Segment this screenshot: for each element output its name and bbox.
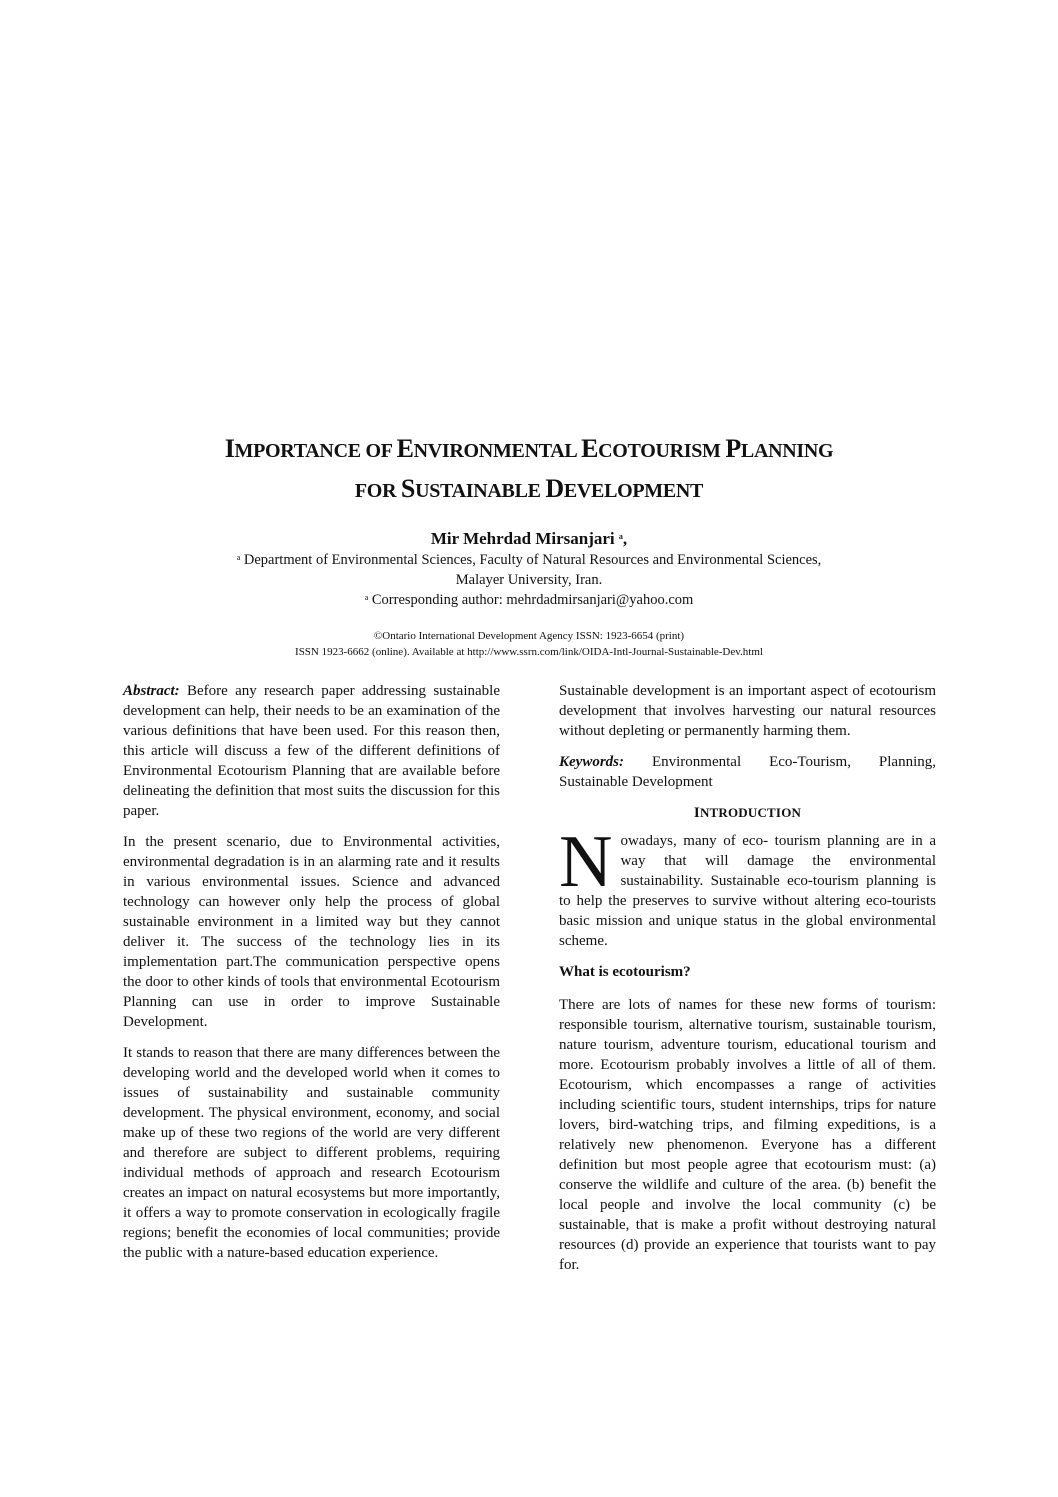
left-column	[123, 681, 500, 1274]
affiliation: $^a$ Department of Environmental Sciences, Faculty of Natural Resources and Environmental Sciences, Malayer University, Iran. $^a$ Corresponding author: mehrdadmirsanjari@yahoo.com	[0, 550, 1058, 610]
copyright-line-1: ©Ontario International Development Agency ISSN: 1923-6654 (print)	[373, 630, 685, 642]
keywords: Keywords: Environmental Eco-Tourism, Planning, Sustainable Development	[559, 754, 936, 790]
section-heading-introduction: INTRODUCTION	[693, 805, 802, 821]
abstract-label: Abstract:	[123, 683, 180, 699]
affiliation-line-1: Department of Environmental Sciences, Faculty of Natural Resources and Environmental Sciences,	[243, 552, 822, 568]
keywords-label: Keywords:	[559, 754, 624, 770]
right-column	[559, 681, 936, 1286]
body-paragraph: It stands to reason that there are many differences between the developing world and the developed world when it comes to issues of sustainability and sustainable community development. The physical environment, economy, and social make up of these two regions of the world are very different and therefore are subject to different problems, requiring individual methods of approach and research Ecotourism creates an impact on natural ecosystems but more importantly, it offers a way to promote conservation in ecologically fragile regions; benefit the economies of local communities; provide the public with a nature-based education experience.	[123, 1045, 500, 1261]
copyright-notice	[0, 628, 1058, 660]
abstract: Abstract: Before any research paper addressing sustainable development can help, their needs to be an examination of the various definitions that have been used. For this reason then, this article will discuss a few of the different definitions of Environmental Ecotourism Planning that are available before delineating the definition that most suits the discussion for this paper.	[123, 683, 500, 819]
introduction-paragraph: Nowadays, many of eco- tourism planning are in a way that will damage the environmental sustainability. Sustainable eco-tourism planning is to help the preserves to survive without altering eco-tourists basic mission and unique status in the global environmental scheme.	[559, 821, 936, 949]
affiliation-line-2: Malayer University, Iran.	[455, 572, 603, 588]
title-line-2: FOR SUSTAINABLE DEVELOPMENT	[354, 474, 704, 503]
drop-cap: N	[559, 821, 613, 903]
author-affil-marker: a	[618, 532, 623, 541]
corresponding-author: Corresponding author: mehrdadmirsanjari@yahoo.com	[371, 592, 694, 608]
body-paragraph: In the present scenario, due to Environmental activities, environmental degradation is in an alarming rate and it results in various environmental issues. Science and advanced technology can however only help the process of global sustainable environment in a limited way but they cannot deliver it. The success of the technology lies in its implementation part.The communication perspective opens the door to other kinds of tools that environmental Ecotourism Planning can use in order to improve Sustainable Development.	[123, 834, 500, 1030]
title-line-1: IMPORTANCE OF ENVIRONMENTAL ECOTOURISM PLANNING	[224, 434, 834, 463]
subheading-what-is-ecotourism: What is ecotourism?	[559, 964, 691, 980]
author-name: Mir Mehrdad Mirsanjari $^a$,	[430, 529, 628, 548]
abstract-continued: Sustainable development is an important aspect of ecotourism development that involves harvesting our natural resources without depleting or permanently harming them.	[559, 683, 936, 739]
copyright-line-2: ISSN 1923-6662 (online). Available at http://www.ssrn.com/link/OIDA-Intl-Journal-Sustainable-Dev.html	[295, 646, 763, 658]
body-paragraph: There are lots of names for these new forms of tourism: responsible tourism, alternative tourism, sustainable tourism, nature tourism, adventure tourism, educational tourism and more. Ecotourism probably involves a little of all of them. Ecotourism, which encompasses a range of activities including scientific tours, student internships, trips for nature lovers, bird-watching trips, and filming expeditions, is a relatively new phenomenon. Everyone has a different definition but most people agree that ecotourism must: (a) conserve the wildlife and culture of the area. (b) benefit the local people and involve the local community (c) be sustainable, that is make a profit without destroying natural resources (d) provide an experience that tourists want to pay for.	[559, 997, 936, 1273]
paper-title	[0, 430, 1058, 510]
